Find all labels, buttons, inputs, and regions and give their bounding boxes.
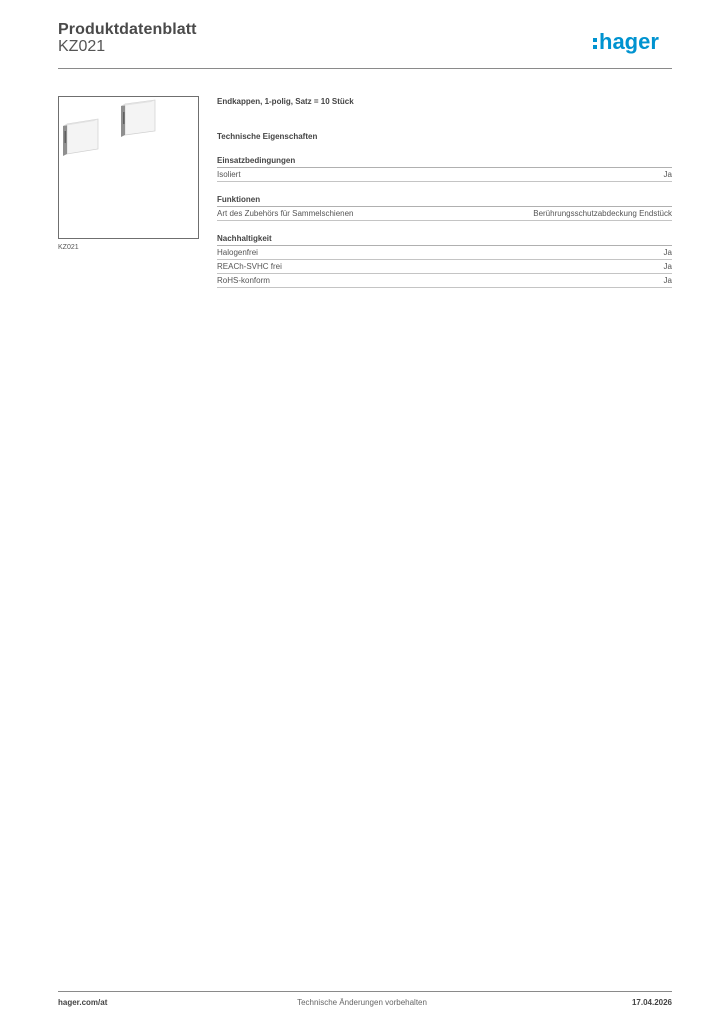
logo-dot-top [593, 38, 597, 42]
spec-label: REACh-SVHC frei [217, 262, 282, 271]
spec-value: Ja [663, 248, 672, 257]
spec-value: Ja [663, 262, 672, 271]
product-image [58, 96, 199, 239]
product-name: Endkappen, 1-polig, Satz = 10 Stück [217, 97, 354, 106]
spec-value: Ja [663, 170, 672, 179]
footer-website: hager.com/at [58, 998, 108, 1007]
end-cap-front [63, 119, 98, 156]
spec-row [217, 207, 672, 221]
spec-value: Ja [663, 276, 672, 285]
spec-label: Art des Zubehörs für Sammelschienen [217, 209, 354, 218]
footer-divider [58, 991, 672, 992]
spec-label: Isoliert [217, 170, 241, 179]
group-title: Nachhaltigkeit [217, 233, 672, 246]
image-caption: KZ021 [58, 244, 79, 251]
spec-row [217, 246, 672, 260]
logo-dot-bottom [593, 45, 597, 49]
document-title: Produktdatenblatt [58, 21, 197, 38]
spec-group-nachhaltigkeit [217, 233, 672, 288]
spec-row [217, 168, 672, 182]
hager-logo [592, 28, 674, 58]
logo-wordmark: hager [599, 29, 659, 54]
group-title: Einsatzbedingungen [217, 155, 672, 168]
group-title: Funktionen [217, 194, 672, 207]
spec-row [217, 260, 672, 274]
product-details [217, 96, 672, 288]
spec-value: Berührungsschutzabdeckung Endstück [533, 209, 672, 218]
product-code: KZ021 [58, 38, 106, 55]
spec-group-funktionen [217, 194, 672, 221]
spec-label: Halogenfrei [217, 248, 258, 257]
spec-group-einsatzbedingungen [217, 155, 672, 182]
header-divider [58, 68, 672, 69]
footer-note: Technische Änderungen vorbehalten [297, 998, 427, 1007]
spec-label: RoHS-konform [217, 276, 270, 285]
footer-date: 17.04.2026 [631, 998, 672, 1007]
end-cap-back [121, 100, 155, 137]
section-title: Technische Eigenschaften [217, 132, 318, 141]
spec-row [217, 274, 672, 288]
